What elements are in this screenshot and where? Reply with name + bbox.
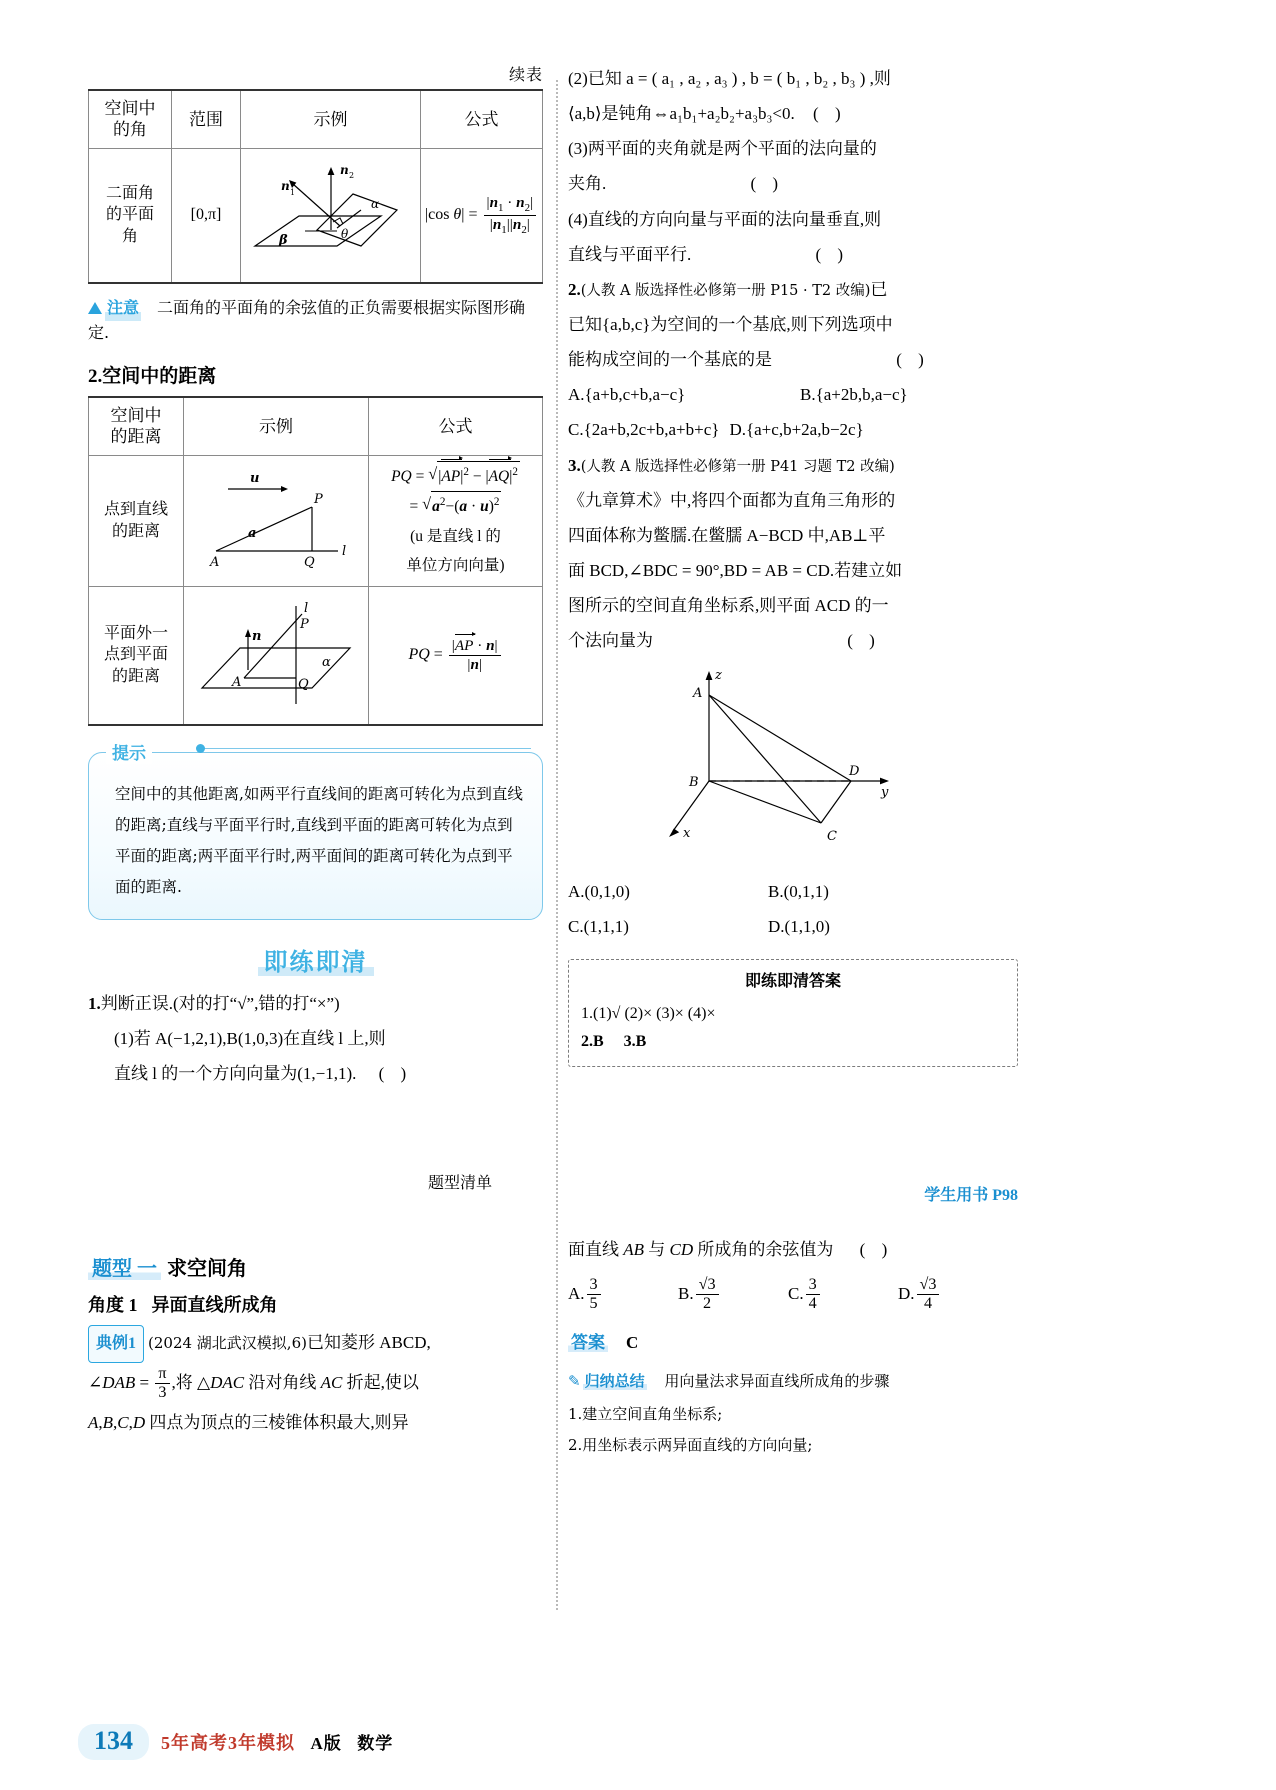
- summary-step-1: 1.建立空间直角坐标系;: [568, 1405, 723, 1424]
- practice-item-2-stem-1: 已知{a,b,c}为空间的一个基底,则下列选项中: [568, 314, 893, 334]
- practice-answer-box: [568, 959, 1018, 1067]
- svg-text:α: α: [322, 654, 331, 670]
- practice-item-2-source: 2.(人教 A 版选择性必修第一册 P15 · T2 改编)已: [568, 279, 888, 299]
- svg-text:2: 2: [348, 170, 354, 180]
- col-header-angle-name: 空间中 的角: [89, 90, 172, 148]
- answer-blank: ( ): [378, 1063, 413, 1083]
- practice-item-1-sub-2-line2: ⟨a,b⟩是钝角⇔a₁b₁+a₂b₂+a₃b₃<0. ( ): [568, 104, 847, 124]
- example-line-4: 面直线 AB 与 CD 所成角的余弦值为 ( ): [568, 1240, 894, 1259]
- answer-blank: ( ): [847, 631, 881, 651]
- svg-text:l: l: [342, 544, 347, 560]
- row-formula-dihedral: |cos θ| = $\frac{|n_1 \cdot n_2|}{|n_1||n_2|}$: [421, 148, 543, 283]
- answer-blank: ( ): [896, 350, 930, 370]
- svg-text:n: n: [280, 178, 290, 193]
- option-a[interactable]: A. $\frac{3}{5}$: [568, 1276, 678, 1314]
- note-text: 二面角的平面角的余弦值的正负需要根据实际图形确定.: [88, 297, 526, 343]
- practice-item-1-sub-1-line2: 直线 l 的一个方向向量为(1,−1,1). ( ): [114, 1063, 413, 1083]
- svg-text:y: y: [881, 785, 889, 801]
- tip-rule: [204, 748, 531, 749]
- practice-item-3-source: 3.(人教 A 版选择性必修第一册 P41 习题 T2 改编): [568, 455, 895, 475]
- warning-triangle-icon: [88, 302, 102, 314]
- col-header-distance-example: 示例: [184, 397, 369, 455]
- continued-table-label: 续表: [508, 67, 543, 84]
- practice-item-3-options-row1: [568, 875, 1018, 908]
- tetrahedron-diagram: [568, 663, 1018, 864]
- column-divider: [556, 80, 558, 1610]
- svg-text:θ: θ: [340, 226, 348, 241]
- row-label-dihedral-angle: 二面角 的平面 角: [89, 148, 172, 283]
- space-angle-table: [88, 89, 543, 284]
- svg-text:A: A: [210, 555, 220, 571]
- page-footer: [78, 1724, 393, 1760]
- table-row: [89, 148, 543, 283]
- summary-header: [568, 1367, 1018, 1397]
- svg-text:1: 1: [289, 187, 295, 197]
- practice-item-2-stem-2: 能构成空间的一个基底的是 ( ): [568, 350, 930, 370]
- dihedral-angle-diagram: [241, 148, 421, 283]
- option-d[interactable]: D. $\frac{√3}{4}$: [898, 1276, 941, 1314]
- svg-text:l: l: [304, 600, 309, 616]
- svg-text:α: α: [370, 196, 379, 211]
- question-bank-section: [88, 1170, 1018, 1204]
- left-column: [88, 62, 543, 1092]
- summary-title: 用向量法求异面直线所成角的步骤: [664, 1371, 890, 1390]
- question-type-left: [88, 1232, 543, 1442]
- example-tag[interactable]: 典例1: [88, 1325, 144, 1363]
- practice-item-3-stem-5: 个法向量为 ( ): [568, 631, 881, 651]
- practice-item-2-options-row1: [568, 378, 1018, 411]
- option-a[interactable]: A.(0,1,0): [568, 881, 630, 901]
- question-type-label: 题型 一: [88, 1258, 161, 1280]
- option-c[interactable]: C.{2a+b,2c+b,a+b+c}: [568, 420, 720, 440]
- svg-text:B: B: [689, 775, 699, 791]
- svg-text:A: A: [693, 686, 703, 702]
- formula-line-2: = √ $a^2-(a \cdot u)^2$: [371, 491, 540, 522]
- row-range-value: [0,π]: [172, 148, 241, 283]
- question-type-title: 求空间角: [167, 1258, 247, 1280]
- student-book-reference: 学生用书 P98: [924, 1187, 1018, 1204]
- answer-blank: ( ): [813, 104, 847, 124]
- section-heading-distance: 2.空间中的距离: [88, 366, 217, 388]
- practice-item-1-stem: 1.判断正误.(对的打“√”,错的打“×”): [88, 993, 340, 1013]
- svg-text:Q: Q: [304, 555, 315, 571]
- answer-label: 答案: [568, 1333, 608, 1352]
- table-row: [89, 586, 543, 725]
- summary-step-2: 2.用坐标表示两异面直线的方向向量;: [568, 1435, 813, 1454]
- col-header-formula: 公式: [421, 90, 543, 148]
- svg-text:a: a: [248, 526, 257, 542]
- practice-item-1-sub-4-line1: (4)直线的方向向量与平面的法向量垂直,则: [568, 209, 882, 229]
- tetrahedron-diagram-svg: [643, 663, 943, 853]
- question-type-header: [88, 1252, 543, 1281]
- summary-tag: 归纳总结: [584, 1373, 645, 1390]
- row-formula-point-to-plane: PQ = $\frac{|AP \cdot n|}{|n|}$: [369, 586, 543, 725]
- dihedral-diagram-svg: [245, 154, 417, 272]
- col-header-example: 示例: [241, 90, 421, 148]
- tip-block: [88, 743, 543, 920]
- summary-steps: [568, 1400, 1018, 1459]
- option-c[interactable]: C.(1,1,1): [568, 916, 629, 936]
- answer-box-line-2: [581, 1028, 1005, 1056]
- point-to-line-diagram: [184, 455, 369, 586]
- table-row: [89, 455, 543, 586]
- row-formula-point-to-line: [369, 455, 543, 586]
- note-attention: [88, 296, 543, 348]
- tip-dot-icon: [196, 744, 205, 753]
- page-number: 134: [78, 1724, 149, 1760]
- svg-text:C: C: [827, 829, 837, 845]
- practice-item-3-stem-1: 《九章算术》中,将四个面都为直角三角形的: [568, 490, 896, 510]
- svg-text:n: n: [252, 628, 262, 644]
- answer-row: [568, 1328, 1018, 1353]
- option-c[interactable]: C. $\frac{3}{4}$: [788, 1276, 898, 1314]
- practice-item-1-sub-3-line2: 夹角. ( ): [568, 174, 785, 194]
- practice-item-3-options-row2: [568, 910, 1018, 943]
- example-options: [568, 1276, 1018, 1314]
- footer-title: 5年高考3年模拟 A版 数学: [161, 1733, 394, 1753]
- option-b[interactable]: B.{a+2b,b,a−c}: [800, 385, 908, 405]
- space-distance-table: [88, 396, 543, 726]
- example-continued: [568, 1232, 1018, 1314]
- row-label-point-to-plane: 平面外一 点到平面 的距离: [89, 586, 184, 725]
- practice-item-2-number: 2.: [568, 279, 581, 299]
- svg-text:D: D: [849, 764, 860, 780]
- tip-text: 空间中的其他距离,如两平行直线间的距离可转化为点到直线的距离;直线与平面平行时,直线到平面的距离可转化为点到平面的距离;两平面平行时,两平面间的距离可转化为点到平面的距离.: [88, 752, 543, 920]
- note-tag-label: 注意: [105, 297, 141, 322]
- formula-note-2: 单位方向向量): [406, 557, 505, 575]
- practice-item-1-sub-1-line1: (1)若 A(−1,2,1),B(1,0,3)在直线 l 上,则: [114, 1028, 386, 1048]
- example-block: [88, 1325, 543, 1440]
- svg-text:n: n: [339, 162, 349, 177]
- svg-text:u: u: [250, 471, 260, 487]
- point-line-diagram-svg: [188, 463, 364, 573]
- point-to-plane-diagram: [184, 586, 369, 725]
- option-d[interactable]: D.(1,1,0): [768, 916, 830, 936]
- practice-banner: [88, 942, 543, 977]
- practice-list-continued: [568, 62, 1018, 943]
- practice-item-3-stem-3: 面 BCD,∠BDC = 90°,BD = AB = CD.若建立如: [568, 560, 903, 580]
- question-type-right: [568, 1232, 1018, 1461]
- col-header-range: 范围: [172, 90, 241, 148]
- practice-banner-label: 即练即清: [258, 950, 374, 976]
- answer-blank: ( ): [750, 174, 785, 194]
- practice-item-1-sub-2-line1: (2)已知 a = ( a₁ , a₂ , a₃ ) , b = ( b₁ , b₂ , b₃ ) ,则: [568, 69, 891, 88]
- answer-blank: ( ): [815, 244, 850, 264]
- practice-item-2-options-row2: [568, 413, 1018, 446]
- practice-item-1-sub-3-line1: (3)两平面的夹角就是两个平面的法向量的: [568, 139, 877, 159]
- tip-title: 提示: [106, 739, 152, 764]
- practice-item-1-sub-4-line2: 直线与平面平行. ( ): [568, 244, 850, 264]
- formula-note-1: (u 是直线 l 的: [410, 527, 501, 545]
- answer-value: C: [626, 1332, 639, 1352]
- example-line-1: [88, 1325, 543, 1363]
- example-line-2: ∠DAB = $\frac{\pi}{3}$ ,将 △DAC 沿对角线 AC 折起,使以: [88, 1364, 419, 1402]
- summary-block: [568, 1367, 1018, 1460]
- practice-item-3-stem-4: 图所示的空间直角坐标系,则平面 ACD 的一: [568, 596, 889, 616]
- answer-2: 2.B: [581, 1032, 604, 1050]
- angle-title: 异面直线所成角: [151, 1295, 278, 1315]
- answer-box-line-1: 1.(1)√ (2)× (3)× (4)×: [581, 1004, 716, 1022]
- svg-text:A: A: [232, 674, 242, 690]
- answer-blank: ( ): [859, 1240, 894, 1259]
- example-line-3: A,B,C,D 四点为顶点的三棱锥体积最大,则异: [88, 1412, 409, 1432]
- point-plane-diagram-svg: [188, 592, 364, 714]
- col-header-distance-formula: 公式: [369, 397, 543, 455]
- answer-box-title: 即练即清答案: [744, 972, 841, 990]
- question-bank-banner-label: 题型清单: [428, 1175, 493, 1192]
- question-bank-banner: [428, 1170, 492, 1193]
- practice-item-1-number: 1.: [88, 993, 101, 1013]
- svg-text:x: x: [683, 826, 691, 842]
- row-label-point-to-line: 点到直线 的距离: [89, 455, 184, 586]
- option-b[interactable]: B. $\frac{√3}{2}$: [678, 1276, 788, 1314]
- right-column: [568, 62, 1018, 1067]
- option-b[interactable]: B.(0,1,1): [768, 881, 829, 901]
- svg-text:Q: Q: [298, 676, 309, 692]
- practice-item-3-stem-2: 四面体称为鳖臑.在鳖臑 A−BCD 中,AB⊥平: [568, 525, 886, 545]
- svg-text:P: P: [314, 492, 323, 508]
- angle-subheader: [88, 1291, 543, 1317]
- practice-item-3-number: 3.: [568, 455, 581, 475]
- pencil-icon: ✎: [568, 1373, 581, 1390]
- svg-text:z: z: [715, 668, 722, 684]
- option-a[interactable]: A.{a+b,c+b,a−c}: [568, 385, 686, 405]
- formula-line-1: PQ = √ $|AP|^2 - |AQ|^2$: [371, 461, 540, 492]
- angle-label: 角度 1: [88, 1295, 138, 1315]
- example-stem-1: 已知菱形 ABCD,: [306, 1333, 431, 1352]
- answer-3: 3.B: [623, 1032, 647, 1050]
- col-header-distance-name: 空间中 的距离: [89, 397, 184, 455]
- example-source: (2024 湖北武汉模拟,6): [148, 1334, 307, 1352]
- practice-list: [88, 987, 543, 1090]
- svg-text:P: P: [300, 616, 309, 632]
- option-d[interactable]: D.{a+c,b+2a,b−2c}: [729, 420, 864, 440]
- svg-text:β: β: [278, 232, 288, 248]
